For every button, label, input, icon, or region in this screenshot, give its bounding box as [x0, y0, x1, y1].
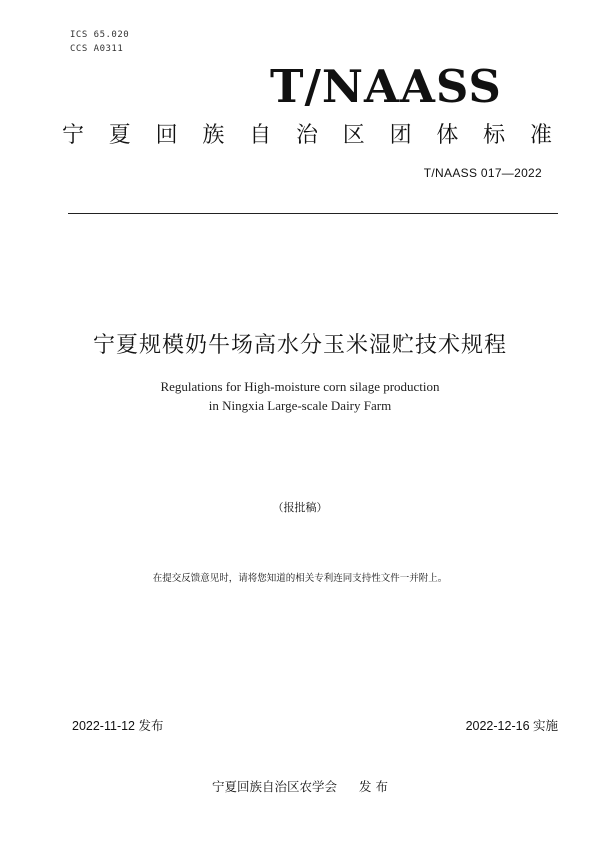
- standard-type-char: 治: [295, 123, 318, 148]
- standard-number: T/NAASS 017—2022: [423, 166, 542, 180]
- standard-type-char: 标: [483, 123, 506, 148]
- patent-notice: 在提交反馈意见时，请将您知道的相关专利连同支持性文件一并附上。: [152, 573, 448, 584]
- standard-type-char: 团: [389, 123, 412, 148]
- standard-type-char: 体: [436, 123, 459, 148]
- standard-type-char: 自: [249, 123, 272, 148]
- issuer-action: 发 布: [359, 779, 388, 794]
- ics-code: ICS 65.020: [70, 30, 130, 40]
- standard-type-char: 回: [155, 123, 178, 148]
- standard-type-char: 准: [529, 123, 552, 148]
- standard-type-heading: [62, 118, 552, 149]
- standard-type-char: 宁: [62, 123, 85, 148]
- issuer-name: 宁夏回族自治区农学会: [212, 779, 338, 794]
- document-title-en-line2: in Ningxia Large-scale Dairy Farm: [208, 398, 392, 413]
- ccs-code: CCS A0311: [70, 44, 124, 54]
- issuer-line: [0, 777, 600, 795]
- implement-date: 2022-12-16 实施: [465, 719, 558, 733]
- header-divider: [68, 213, 558, 214]
- document-title-zh: 宁夏规模奶牛场高水分玉米湿贮技术规程: [92, 333, 507, 358]
- standard-logo: T/NAASS: [270, 60, 502, 113]
- standard-type-char: 族: [202, 123, 225, 148]
- standard-type-char: 夏: [108, 123, 131, 148]
- draft-stage: （报批稿）: [272, 501, 328, 514]
- standard-type-char: 区: [342, 123, 365, 148]
- document-title-en-line1: Regulations for High-moisture corn silage production: [160, 379, 440, 394]
- publish-date: 2022-11-12 发布: [72, 719, 164, 733]
